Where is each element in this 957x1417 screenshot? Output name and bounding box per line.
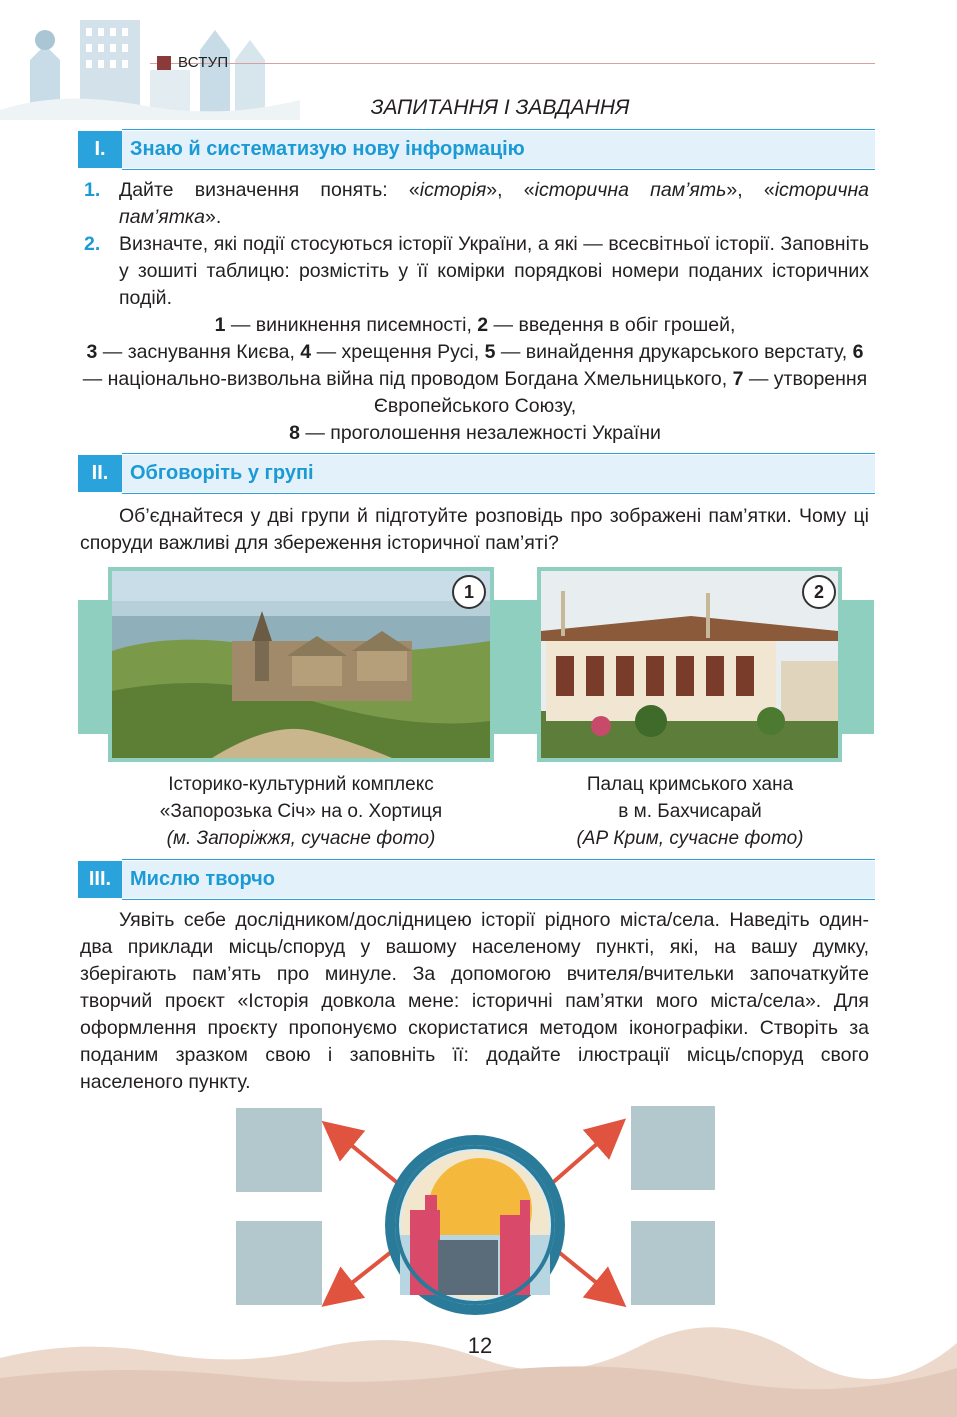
- decor-band: [490, 600, 538, 734]
- section-number: II.: [78, 455, 122, 492]
- header-section-label: ВСТУП: [178, 54, 229, 71]
- placeholder-box: [631, 1221, 715, 1305]
- section-bar-2: [78, 455, 875, 492]
- arrow-top-left: [334, 1131, 400, 1185]
- decor-band: [842, 600, 874, 734]
- header-city-illustration: [0, 0, 300, 120]
- page-number: 12: [467, 1333, 493, 1358]
- section-bar-1: [78, 131, 875, 168]
- photo-1-caption: Історико-культурний комплекс «Запорозька Січ» на о. Хортиця (м. Запоріжжя, сучасне фото): [159, 774, 443, 849]
- section-heading: Обговоріть у групі: [122, 455, 875, 492]
- section-heading: Мислю творчо: [122, 861, 875, 898]
- placeholder-box: [631, 1106, 715, 1190]
- section-number: III.: [78, 861, 122, 898]
- photo-2-badge: 2: [802, 575, 836, 609]
- placeholder-box: [236, 1108, 322, 1192]
- question-number: 2.: [84, 233, 101, 255]
- question-1-text: Дайте визначення понять: «історія», «історична пам’ять», «історична пам’ятка».: [119, 179, 870, 228]
- photo-2-caption: Палац кримського хана в м. Бахчисарай (АР Крим, сучасне фото): [576, 774, 804, 849]
- arrow-top-right: [550, 1129, 614, 1185]
- section-number: I.: [78, 131, 122, 168]
- section-bar-3: [78, 861, 875, 898]
- question-number: 1.: [84, 179, 101, 201]
- page-title: ЗАПИТАННЯ І ЗАВДАННЯ: [370, 96, 630, 119]
- header-rule: [150, 63, 875, 64]
- decor-band: [78, 600, 112, 734]
- creative-task-text: Уявіть себе дослідником/дослідницею історії рідного міста/села. Наведіть один-два приклади місць/споруд у вашому населеному пункті, які, на вашу думку, зберігають пам’ять про минуле. За допомогою вчителя/вчительки започаткуйте творчий проєкт «Історія довкола мене: історичні пам’ятки мого міста/села». Для оформлення проєкту пропонуємо скористатися методом іконографіки. Створіть за поданим зразком свою і заповніть її: додайте ілюстрації місць/споруд свого населеного пункту.: [80, 909, 869, 1093]
- section-heading: Знаю й систематизую нову інформацію: [122, 131, 875, 168]
- events-list: 1 — виникнення писемності, 2 — введення в обіг грошей, 3 — заснування Києва, 4 — хрещення Русі, 5 — винайдення друкарського верстату, 6 — національно-визвольна війна під проводом Богдана Хмельницького, 7 — утворення Європейського Союзу, 8 — проголошення незалежності України: [82, 314, 868, 444]
- placeholder-box: [236, 1221, 322, 1305]
- header-marker: [157, 56, 171, 70]
- photo-1-badge: 1: [452, 575, 486, 609]
- photo-bakhchysarai-palace: [541, 571, 838, 758]
- photo-zaporizka-sich: [112, 571, 490, 758]
- question-2-text: Визначте, які події стосуються історії України, а які — всесвітньої історії. Заповніть у зошиті таблицю: розмістіть у її комірки порядкові номери поданих історичних подій.: [119, 233, 869, 309]
- iconography-diagram: [320, 1115, 635, 1320]
- group-task-text: Об’єднайтеся у дві групи й підготуйте розповідь про зображені пам’ятки. Чому ці споруди важливі для збереження історичної пам’яті?: [80, 505, 869, 554]
